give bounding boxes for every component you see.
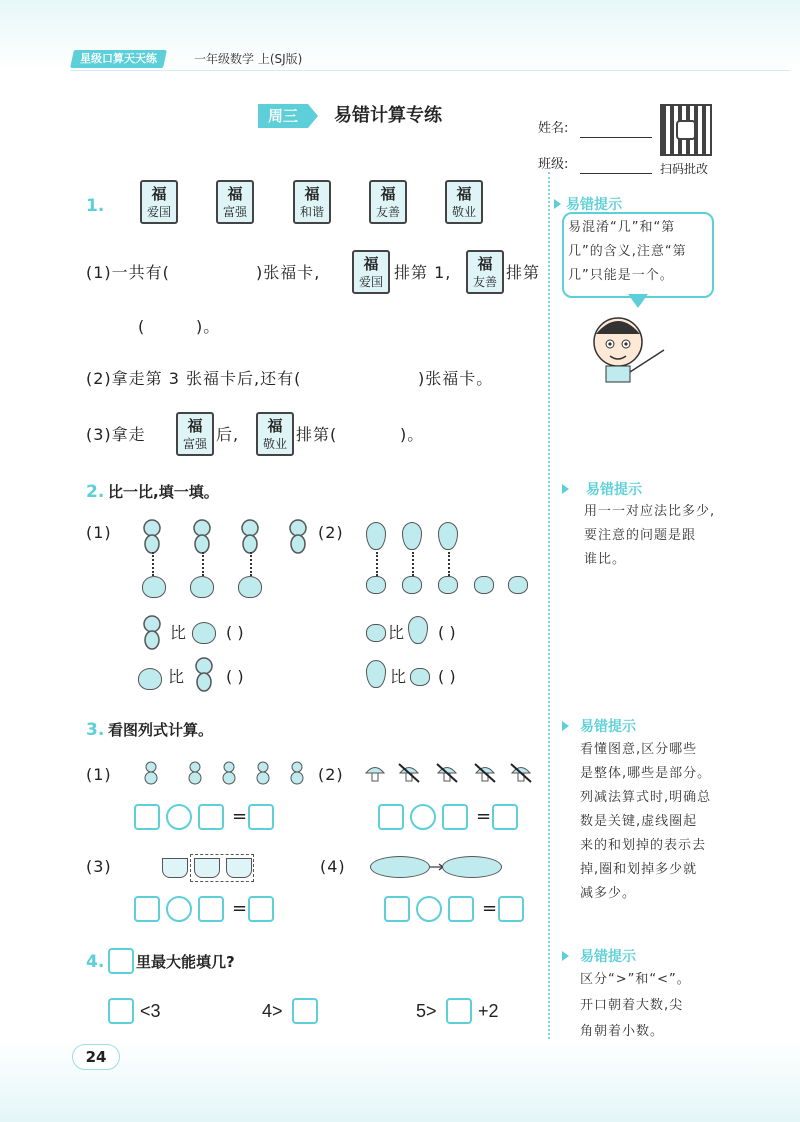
tip-4-line: 区分“>”和“<”。 — [580, 972, 691, 987]
header-divider — [70, 70, 790, 71]
name-label: 姓名: — [538, 121, 569, 136]
monkey-icon — [138, 614, 166, 650]
class-label: 班级: — [538, 157, 569, 172]
match-line — [412, 552, 414, 576]
answer-box[interactable] — [248, 804, 274, 830]
answer-box[interactable] — [108, 998, 134, 1024]
q4-b-text: 4> — [262, 1001, 283, 1021]
q2-part1-label: (1) — [86, 523, 112, 542]
answer-box[interactable] — [446, 998, 472, 1024]
day-badge: 周三 — [258, 104, 308, 128]
q3-part1-label: (1) — [86, 765, 112, 784]
operator-circle[interactable] — [166, 896, 192, 922]
monkey-icon — [190, 656, 218, 692]
answer-paren[interactable]: ( ) — [438, 623, 456, 642]
q1-s3-a: (3)拿走 — [86, 425, 146, 444]
answer-box[interactable] — [442, 804, 468, 830]
peach-icon — [138, 668, 162, 690]
qr-caption: 扫码批改 — [660, 162, 709, 176]
peach-icon — [190, 576, 214, 598]
q4-title: 里最大能填几? — [136, 953, 235, 971]
fu-card-hexie: 福 和谐 — [293, 180, 331, 224]
q4-d-text: +2 — [478, 1001, 499, 1021]
fu-card-aiguo-inline: 福 爱国 — [352, 250, 390, 294]
mushroom-crossed-icon — [474, 762, 496, 784]
pear-icon — [438, 522, 458, 550]
q1-s2-a: (2)拿走第 3 张福卡后,还有( — [86, 369, 302, 388]
compare-word: 比 — [170, 623, 187, 642]
q3-part2-label: (2) — [318, 765, 344, 784]
equals-sign: = — [476, 806, 492, 827]
monkey-icon — [236, 518, 264, 554]
q4-a-text: <3 — [140, 1001, 161, 1021]
page-title: 易错计算专练 — [334, 105, 442, 126]
answer-box[interactable] — [498, 896, 524, 922]
tip-bubble-tail — [628, 294, 648, 308]
q2-title: 比一比,填一填。 — [108, 483, 219, 501]
fu-card-fuqiang-inline: 福 富强 — [176, 412, 214, 456]
tip-3-line: 看懂图意,区分哪些 — [580, 742, 698, 757]
peach-icon — [192, 622, 216, 644]
answer-box[interactable] — [134, 804, 160, 830]
answer-box[interactable] — [248, 896, 274, 922]
match-line — [448, 552, 450, 576]
apple-icon — [410, 668, 430, 686]
tip-4-head: 易错提示 — [580, 949, 636, 965]
tip-3-line: 是整体,哪些是部分。 — [580, 766, 712, 781]
fu-card-youshan: 福 友善 — [369, 180, 407, 224]
q4-c-text: 5> — [416, 1001, 437, 1021]
apple-icon — [366, 576, 386, 594]
match-line — [202, 552, 204, 576]
q1-s1-b: )张福卡, — [256, 263, 321, 282]
footer-band — [0, 1040, 800, 1122]
answer-paren[interactable]: ( ) — [226, 623, 244, 642]
class-field[interactable] — [580, 173, 652, 174]
tip-2-line: 要注意的问题是跟 — [584, 528, 697, 543]
q1-s1-e: ( — [138, 317, 146, 336]
equals-sign: = — [232, 806, 248, 827]
ant-icon — [218, 760, 240, 786]
tip-1-head: 易错提示 — [566, 197, 622, 213]
equals-sign: = — [232, 898, 248, 919]
q1-s1-d: 排第 — [506, 263, 541, 282]
tip-4-line: 角朝着小数。 — [580, 1024, 665, 1039]
q1-number: 1. — [86, 196, 105, 216]
q4-number: 4. — [86, 952, 105, 972]
compare-word: 比 — [388, 623, 405, 642]
compare-word: 比 — [168, 667, 185, 686]
match-line — [376, 552, 378, 576]
apple-icon — [438, 576, 458, 594]
fu-card-fuqiang: 福 富强 — [216, 180, 254, 224]
mushroom-crossed-icon — [510, 762, 532, 784]
ant-icon — [184, 760, 206, 786]
tip-1-line: 几”只能是一个。 — [568, 268, 674, 283]
cup-icon — [226, 858, 252, 878]
tip-4-line: 开口朝着大数,尖 — [580, 998, 684, 1013]
q1-s1-f: )。 — [196, 317, 221, 336]
answer-box[interactable] — [292, 998, 318, 1024]
page-number: 24 — [72, 1044, 120, 1070]
q1-s1-c: 排第 1, — [394, 263, 452, 282]
title-box-icon — [108, 948, 134, 974]
answer-paren[interactable]: ( ) — [438, 667, 456, 686]
tip-arrow-icon — [562, 721, 569, 731]
mushroom-crossed-icon — [436, 762, 458, 784]
equals-sign: = — [482, 898, 498, 919]
tip-arrow-icon — [562, 951, 569, 961]
pear-icon — [408, 616, 428, 644]
operator-circle[interactable] — [416, 896, 442, 922]
column-divider — [548, 172, 550, 1047]
tip-3-line: 减多少。 — [580, 886, 637, 901]
answer-box[interactable] — [378, 804, 404, 830]
fu-card-aiguo: 福 爱国 — [140, 180, 178, 224]
answer-box[interactable] — [198, 804, 224, 830]
series-tag: 星级口算天天练 — [70, 50, 167, 68]
peach-icon — [238, 576, 262, 598]
tip-1-line: 易混淆“几”和“第 — [568, 220, 676, 235]
qr-code-icon[interactable] — [660, 104, 712, 156]
pear-icon — [366, 660, 386, 688]
ant-icon — [140, 760, 162, 786]
peach-icon — [142, 576, 166, 598]
answer-paren[interactable]: ( ) — [226, 667, 244, 686]
tip-2-line: 谁比。 — [584, 552, 627, 567]
tip-2-head: 易错提示 — [586, 482, 642, 498]
answer-box[interactable] — [448, 896, 474, 922]
monkey-icon — [188, 518, 216, 554]
compare-word: 比 — [390, 667, 407, 686]
plate-icon — [442, 856, 502, 878]
tip-arrow-icon — [562, 484, 569, 494]
q2-number: 2. — [86, 482, 105, 502]
q1-s3-c: 排第( — [296, 425, 338, 444]
tip-3-line: 数是关键,虚线圈起 — [580, 814, 698, 829]
operator-circle[interactable] — [410, 804, 436, 830]
pear-icon — [366, 522, 386, 550]
fu-card-jingye-inline: 福 敬业 — [256, 412, 294, 456]
match-line — [152, 552, 154, 576]
monkey-icon — [284, 518, 312, 554]
fu-card-jingye: 福 敬业 — [445, 180, 483, 224]
boy-teacher-icon — [588, 312, 668, 384]
q3-number: 3. — [86, 720, 105, 740]
tip-3-line: 掉,圈和划掉多少就 — [580, 862, 698, 877]
fu-card-youshan-inline: 福 友善 — [466, 250, 504, 294]
operator-circle[interactable] — [166, 804, 192, 830]
ant-icon — [252, 760, 274, 786]
plate-with-food-icon — [370, 856, 430, 878]
tip-1-line: 几”的含义,注意“第 — [568, 244, 687, 259]
q1-s3-b: 后, — [216, 425, 240, 444]
q3-part4-label: (4) — [320, 857, 346, 876]
apple-icon — [366, 624, 386, 642]
q1-s2-b: )张福卡。 — [418, 369, 494, 388]
match-line — [250, 552, 252, 576]
answer-box[interactable] — [198, 896, 224, 922]
tip-3-line: 列减法算式时,明确总 — [580, 790, 712, 805]
monkey-icon — [138, 518, 166, 554]
q3-title: 看图列式计算。 — [108, 721, 214, 739]
answer-box[interactable] — [492, 804, 518, 830]
q3-part3-label: (3) — [86, 857, 112, 876]
cup-icon — [162, 858, 188, 878]
mushroom-crossed-icon — [398, 762, 420, 784]
pear-icon — [402, 522, 422, 550]
apple-icon — [474, 576, 494, 594]
ant-icon — [286, 760, 308, 786]
cup-icon — [194, 858, 220, 878]
tip-3-head: 易错提示 — [580, 719, 636, 735]
q1-s1-a: (1)一共有( — [86, 263, 170, 282]
apple-icon — [402, 576, 422, 594]
tip-2-line: 用一一对应法比多少, — [584, 504, 716, 519]
tip-3-line: 来的和划掉的表示去 — [580, 838, 707, 853]
mushroom-icon — [364, 762, 386, 784]
book-title: 一年级数学 上(SJ版) — [194, 52, 303, 66]
tip-arrow-icon — [554, 199, 561, 209]
answer-box[interactable] — [134, 896, 160, 922]
apple-icon — [508, 576, 528, 594]
name-field[interactable] — [580, 137, 652, 138]
q2-part2-label: (2) — [318, 523, 344, 542]
q1-s3-d: )。 — [400, 425, 425, 444]
answer-box[interactable] — [384, 896, 410, 922]
